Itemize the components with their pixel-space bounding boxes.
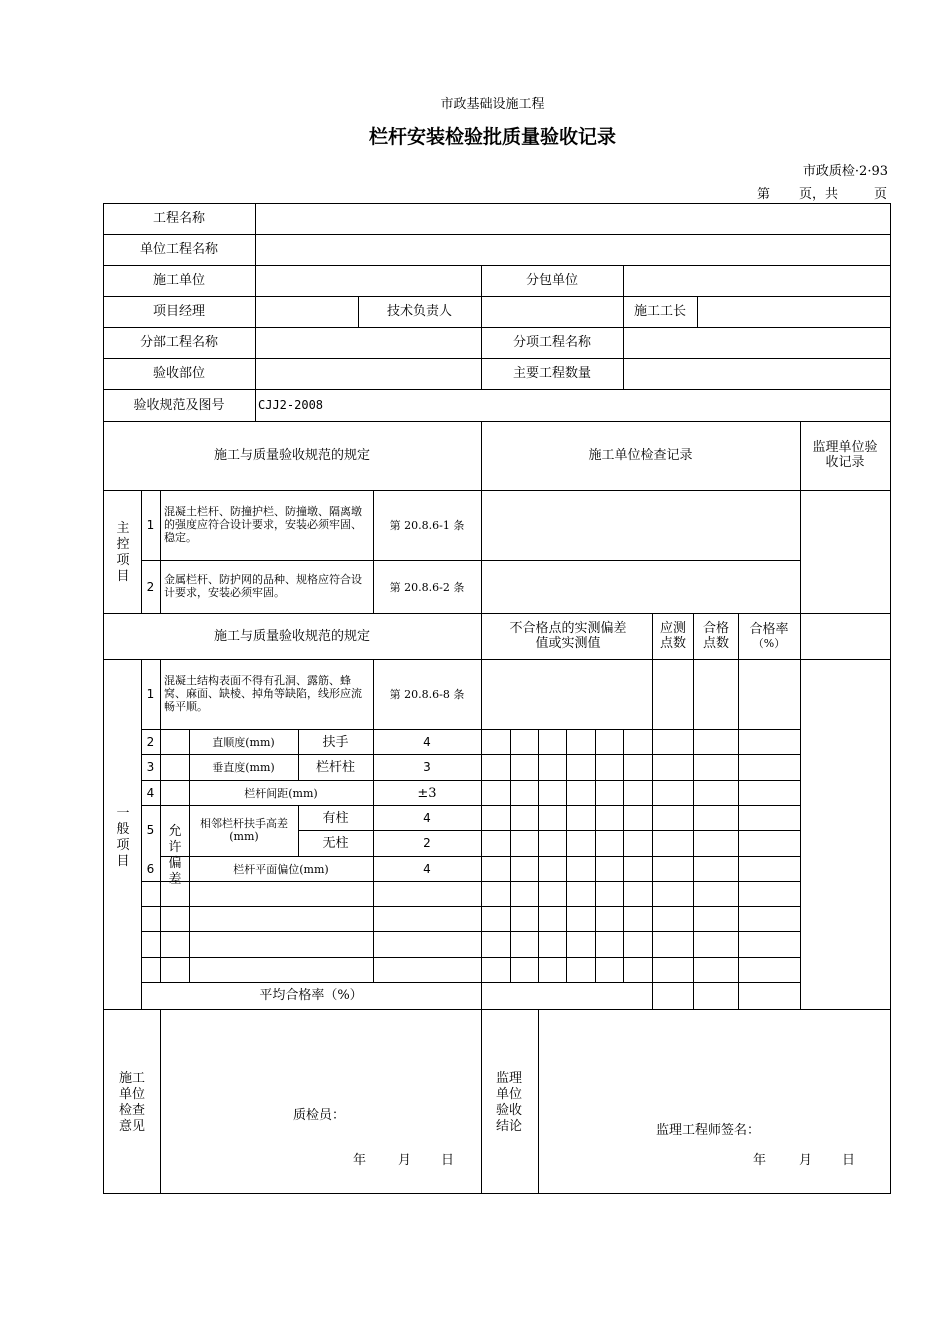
- tol-row-no: 4: [146, 786, 155, 800]
- tol-row-value: 3: [423, 760, 431, 774]
- main-item-2-no: 2: [146, 580, 155, 594]
- general-item-1-no: 1: [146, 687, 155, 701]
- label-construction-unit: 施工单位: [152, 273, 205, 288]
- date-year: 年: [753, 1153, 767, 1168]
- page-label-3: 页: [874, 187, 888, 202]
- heading-points-required: 应测点数: [659, 621, 686, 651]
- page-label-2: 页，共: [799, 187, 839, 202]
- heading-pass-rate: 合格率: [749, 622, 789, 637]
- supervisor-general-record[interactable]: [801, 614, 890, 1009]
- label-main-items: 主控项目: [116, 521, 130, 584]
- spec-value: CJJ2-2008: [258, 398, 324, 412]
- tol-row-sub: 有柱: [322, 811, 349, 826]
- construction-unit-field[interactable]: [256, 266, 481, 296]
- tol-row-value: 4: [423, 735, 431, 749]
- page-title: 栏杆安装检验批质量验收记录: [368, 126, 616, 148]
- date-month: 月: [398, 1153, 412, 1168]
- tol-row-name: 垂直度(mm): [212, 761, 275, 774]
- subcontractor-field[interactable]: [624, 266, 890, 296]
- main-item-2-text: 金属栏杆、防护网的品种、规格应符合设计要求，安装必须牢固。: [164, 573, 362, 599]
- heading-spec-rules-2: 施工与质量验收规范的规定: [213, 629, 370, 644]
- acceptance-location-field[interactable]: [256, 359, 481, 389]
- label-division-name: 分部工程名称: [139, 335, 218, 350]
- heading-pass-rate-unit: （%）: [752, 637, 786, 650]
- subitem-name-field[interactable]: [624, 328, 890, 358]
- label-supervisor-conclusion: 监理单位验收结论: [495, 1071, 522, 1134]
- tech-lead-field[interactable]: [482, 297, 623, 327]
- label-subitem-name: 分项工程名称: [512, 335, 591, 350]
- main-item-1-no: 1: [146, 518, 155, 532]
- label-subcontractor: 分包单位: [525, 273, 578, 288]
- tol-row-no: 2: [146, 735, 155, 749]
- foreman-field[interactable]: [698, 297, 890, 327]
- page-label-1: 第: [757, 187, 771, 202]
- heading-deviation: 不合格点的实测偏差值或实测值: [509, 621, 627, 651]
- tol-row-value: ±3: [417, 786, 437, 801]
- unit-project-name-field[interactable]: [256, 235, 890, 265]
- tol-row-value: 2: [423, 836, 431, 850]
- tol-row-sub: 扶手: [322, 735, 349, 750]
- general-item-1-text: 混凝土结构表面不得有孔洞、露筋、蜂窝、麻面、缺棱、掉角等缺陷，线形应流畅平顺。: [164, 674, 362, 713]
- label-acceptance-location: 验收部位: [152, 366, 205, 381]
- main-item-1-text: 混凝土栏杆、防撞护栏、防撞墩、隔离墩的强度应符合设计要求，安装必须牢固、稳定。: [164, 505, 362, 544]
- general-item-1-clause: 第 20.8.6-8 条: [389, 688, 465, 701]
- label-avg-pass-rate: 平均合格率（%）: [259, 988, 363, 1003]
- date-year: 年: [353, 1153, 367, 1168]
- tol-row-sub: 栏杆柱: [315, 760, 355, 775]
- form-code: 市政质检·2·93: [802, 164, 888, 179]
- general-item-1-record[interactable]: [482, 660, 800, 729]
- form-category: 市政基础设施工程: [440, 97, 545, 112]
- heading-contractor-record: 施工单位检查记录: [588, 448, 693, 463]
- inspection-form-table: [103, 203, 891, 1194]
- tol-row-value: 4: [423, 862, 431, 876]
- label-contractor-opinion: 施工单位检查意见: [118, 1071, 145, 1134]
- label-spec: 验收规范及图号: [133, 398, 225, 413]
- tol-row-name: 直顺度(mm): [212, 736, 275, 749]
- division-name-field[interactable]: [256, 328, 481, 358]
- main-item-1-clause: 第 20.8.6-1 条: [389, 519, 465, 532]
- label-foreman: 施工工长: [633, 304, 686, 319]
- tol-row-name: 栏杆间距(mm): [244, 787, 318, 800]
- label-allowed-deviation: 允许偏差: [168, 824, 182, 887]
- label-main-quantity: 主要工程数量: [512, 366, 591, 381]
- project-name-field[interactable]: [256, 204, 890, 234]
- project-manager-field[interactable]: [256, 297, 358, 327]
- date-month: 月: [799, 1153, 813, 1168]
- label-project-manager: 项目经理: [152, 304, 205, 319]
- main-item-1-record[interactable]: [482, 491, 800, 560]
- heading-supervisor-record: 监理单位验收记录: [812, 440, 878, 470]
- label-tech-lead: 技术负责人: [386, 304, 452, 319]
- tol-row-no: 6: [146, 862, 155, 876]
- supervisor-conclusion-field[interactable]: [539, 1010, 890, 1194]
- tol-row-name: 相邻栏杆扶手高差(mm): [200, 817, 288, 843]
- tol-row-no: 3: [146, 760, 155, 774]
- contractor-opinion-field[interactable]: [161, 1010, 538, 1194]
- tol-row-value: 4: [423, 811, 431, 825]
- tol-row-name: 栏杆平面偏位(mm): [233, 863, 329, 876]
- heading-points-passed: 合格点数: [702, 621, 729, 651]
- avg-pass-rate-field[interactable]: [482, 983, 800, 1009]
- main-quantity-field[interactable]: [624, 359, 890, 389]
- date-day: 日: [441, 1153, 455, 1168]
- label-general-items: 一般项目: [116, 806, 130, 869]
- label-unit-project-name: 单位工程名称: [139, 242, 218, 257]
- label-project-name: 工程名称: [152, 211, 205, 226]
- label-inspector: 质检员：: [293, 1108, 346, 1123]
- main-item-2-clause: 第 20.8.6-2 条: [389, 581, 465, 594]
- tol-row-sub: 无柱: [322, 836, 349, 851]
- tol-row-no: 5: [146, 823, 155, 837]
- main-item-2-record[interactable]: [482, 561, 800, 613]
- heading-spec-rules: 施工与质量验收规范的规定: [213, 448, 370, 463]
- date-day: 日: [842, 1153, 856, 1168]
- label-supervisor-sign: 监理工程师签名：: [656, 1123, 761, 1138]
